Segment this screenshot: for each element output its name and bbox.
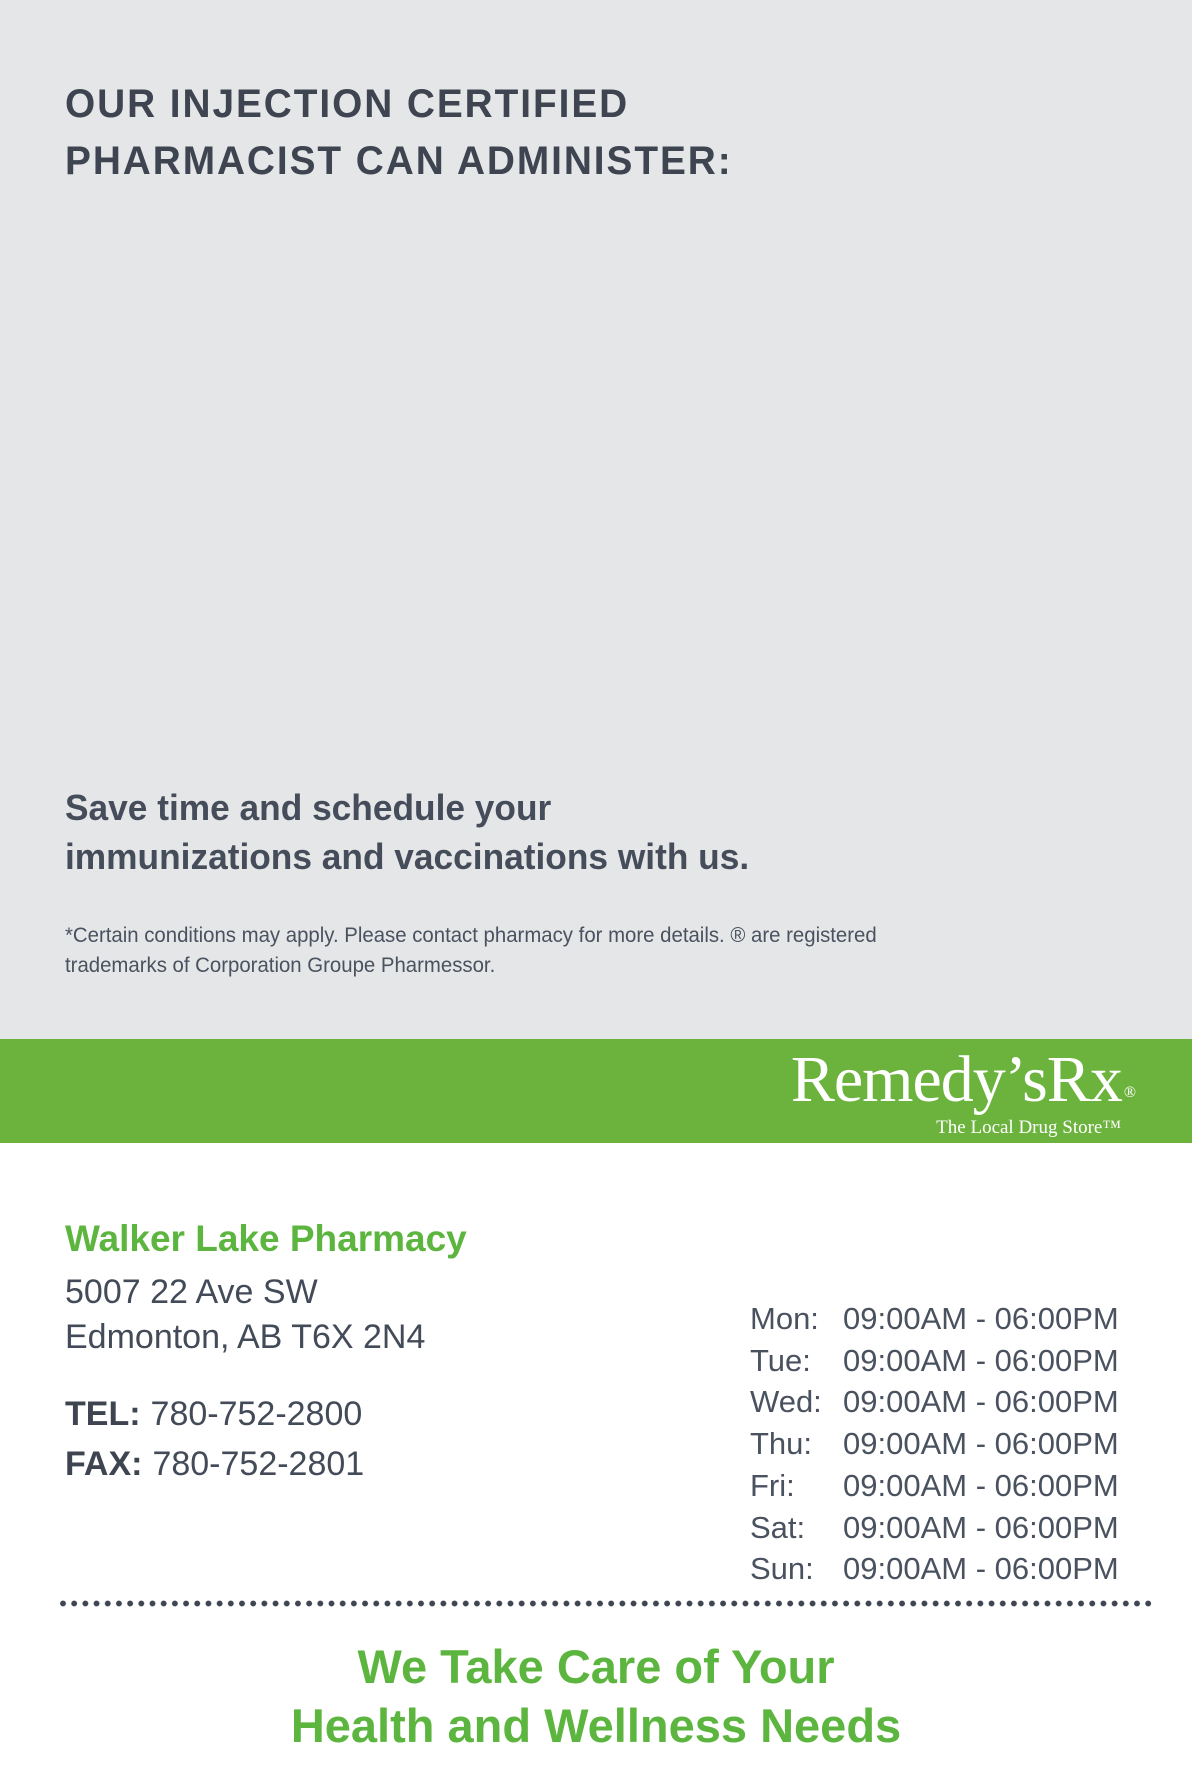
hero-subheading-line1: Save time and schedule your	[65, 787, 552, 828]
page-title-line1: OUR INJECTION CERTIFIED	[65, 82, 630, 126]
fax-row	[65, 1439, 364, 1489]
brand-tagline: The Local Drug Store™	[936, 1117, 1121, 1138]
page-title	[65, 76, 733, 190]
tel-number: 780-752-2800	[150, 1395, 363, 1433]
dotted-divider	[60, 1600, 1155, 1607]
hours-day: Thu:	[750, 1426, 813, 1462]
pharmacy-contact	[65, 1389, 364, 1489]
hours-row-sun	[750, 1548, 1119, 1590]
disclaimer-text: *Certain conditions may apply. Please contact pharmacy for more details. ® are registered trademarks of Corporation Groupe Pharmessor.	[65, 924, 877, 977]
hours-time: 09:00AM - 06:00PM	[843, 1384, 1119, 1420]
hours-time: 09:00AM - 06:00PM	[843, 1342, 1119, 1378]
page-title-line2: PHARMACIST CAN ADMINISTER:	[65, 139, 733, 183]
hero-subheading	[65, 783, 749, 881]
fax-number: 780-752-2801	[152, 1445, 365, 1483]
brand-banner	[0, 1039, 1192, 1143]
footer-message-line1: We Take Care of Your	[357, 1640, 835, 1693]
hours-time: 09:00AM - 06:00PM	[843, 1426, 1119, 1462]
hours-day: Sat:	[750, 1509, 806, 1545]
tel-label: TEL:	[65, 1395, 141, 1433]
pharmacy-address	[65, 1270, 425, 1360]
hours-day: Tue:	[750, 1342, 811, 1378]
fax-label: FAX:	[65, 1445, 143, 1483]
hours-row-thu	[750, 1423, 1119, 1465]
hours-day: Fri:	[750, 1467, 795, 1503]
hours-row-wed	[750, 1381, 1119, 1423]
address-line2: Edmonton, AB T6X 2N4	[65, 1318, 426, 1356]
pharmacy-name: Walker Lake Pharmacy	[65, 1218, 467, 1259]
hours-row-fri	[750, 1465, 1119, 1507]
tel-row	[65, 1389, 364, 1439]
remedysrx-logo-text	[790, 1043, 1135, 1126]
logo-wordmark: Remedy’sRx	[790, 1043, 1122, 1116]
hours-row-sat	[750, 1507, 1119, 1549]
hours-day: Sun:	[750, 1551, 814, 1587]
hours-day: Wed:	[750, 1384, 822, 1420]
hours-day: Mon:	[750, 1301, 819, 1336]
remedysrx-logo	[790, 1043, 1135, 1138]
address-line1: 5007 22 Ave SW	[65, 1273, 318, 1311]
footer-message-line2: Health and Wellness Needs	[290, 1699, 902, 1752]
hero-subheading-line2: immunizations and vaccinations with us.	[65, 836, 750, 877]
store-hours	[750, 1298, 1119, 1590]
hours-row-mon	[750, 1298, 1119, 1340]
registered-trademark-icon: ®	[1123, 1084, 1135, 1101]
hours-time: 09:00AM - 06:00PM	[843, 1551, 1119, 1587]
hours-time: 09:00AM - 06:00PM	[843, 1509, 1119, 1545]
hours-time: 09:00AM - 06:00PM	[843, 1467, 1119, 1503]
footer-message	[0, 1637, 1192, 1755]
hours-row-tue	[750, 1340, 1119, 1382]
hours-time: 09:00AM - 06:00PM	[843, 1301, 1119, 1336]
